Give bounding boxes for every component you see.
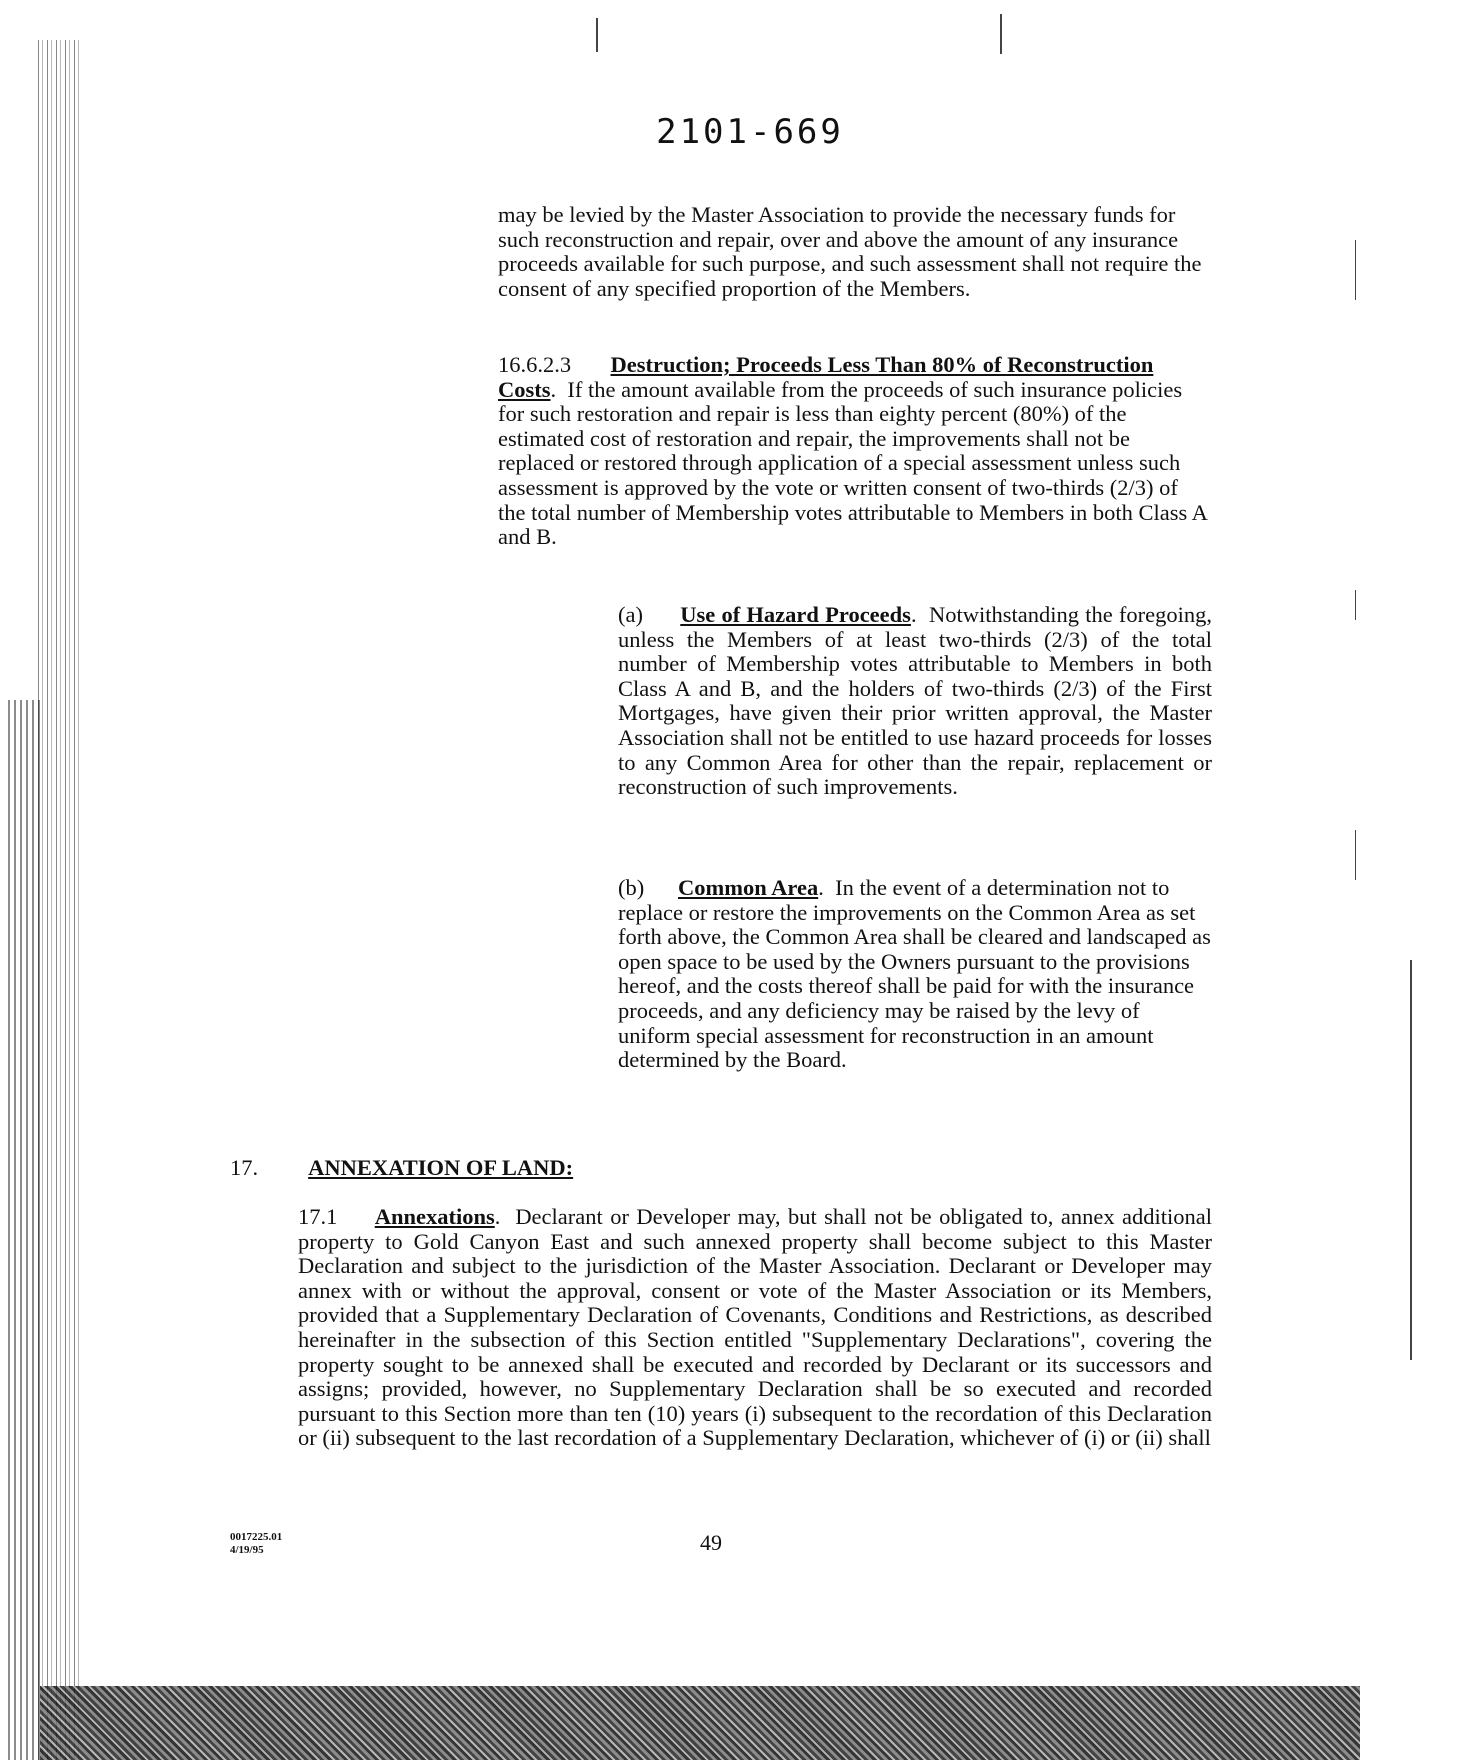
item-title: Common Area [678, 875, 819, 900]
scan-tick [1355, 240, 1356, 300]
section-number: 17.1 [298, 1204, 338, 1229]
section-number: 16.6.2.3 [498, 352, 572, 377]
section-title: ANNEXATION OF LAND: [308, 1155, 574, 1180]
item-b: (b) Common Area. In the event of a determination not to replace or restore the improvements on the Common Area as set forth above, the Common Area shall be cleared and landscaped as open space to be used by the Owners pursuant to the provisions hereof, and the costs thereof shall be paid for with the insurance proceeds, and any deficiency may be raised by the levy of uniform special assessment for reconstruction in an amount determined by the Board. [618, 875, 1211, 1073]
item-body: In the event of a determination not to replace or restore the improvements on the Common Area as set forth above, the Common Area shall be cleared and landscaped as open space to be used by the Owners pursuant to the provisions hereof, and the costs thereof shall be paid for with the insurance proceeds, and any deficiency may be raised by the levy of uniform special assessment for reconstruction in an amount determined by the Board. [618, 875, 1211, 1073]
document-number: 2101-669 [656, 112, 844, 152]
scan-edge-artifact [8, 700, 43, 1760]
footer-code-line2: 4/19/95 [230, 1544, 264, 1556]
item-label: (b) [618, 875, 645, 900]
footer-document-code [230, 1531, 282, 1557]
item-label: (a) [618, 602, 643, 627]
scan-bottom-artifact [40, 1686, 1360, 1760]
scan-tick [1355, 590, 1356, 620]
page-number: 49 [700, 1530, 722, 1555]
section-16-6-2-3: 16.6.2.3 Destruction; Proceeds Less Than 80% of Reconstruction Costs. If the amount available from the proceeds of such insurance policies for such restoration and repair is less than eighty percent (80%) of the estimated cost of restoration and repair, the improvements shall not be replaced or restored through application of a special assessment unless such assessment is approved by the vote or written consent of two-thirds (2/3) of the total number of Membership votes attributable to Members in both Class A and B. [498, 352, 1207, 550]
section-17-1: 17.1 Annexations. Declarant or Developer may, but shall not be obligated to, annex additional property to Gold Canyon East and such annexed property shall become subject to this Master Declaration and subject to the jurisdiction of the Master Association. Declarant or Developer may annex with or without the approval, consent or vote of the Master Association or its Members, provided that a Supplementary Declaration of Covenants, Conditions and Restrictions, as described hereinafter in the subsection of this Section entitled "Supplementary Declarations", covering the property sought to be annexed shall be executed and recorded by Declarant or its successors and assigns; provided, however, no Supplementary Declaration shall be so executed and recorded pursuant to this Section more than ten (10) years (i) subsequent to the recordation of this Declaration or (ii) subsequent to the last recordation of a Supplementary Declaration, whichever of (i) or (ii) shall [298, 1204, 1213, 1451]
scan-tick [1410, 960, 1412, 1360]
section-number: 17. [230, 1155, 259, 1180]
item-body: Notwithstanding the foregoing, unless the Members of at least two-thirds (2/3) of the total number of Membership votes attributable to Members in both Class A and B, and the holders of two-thirds (2/3) of the First Mortgages, have given their prior written approval, the Master Association shall not be entitled to use hazard proceeds for losses to any Common Area for other than the repair, replacement or reconstruction of such improvements. [618, 602, 1213, 800]
item-a: (a) Use of Hazard Proceeds. Notwithstanding the foregoing, unless the Members of at least two-thirds (2/3) of the total number of Membership votes attributable to Members in both Class A and B, and the holders of two-thirds (2/3) of the First Mortgages, have given their prior written approval, the Master Association shall not be entitled to use hazard proceeds for losses to any Common Area for other than the repair, replacement or reconstruction of such improvements. [618, 602, 1213, 800]
item-title: Use of Hazard Proceeds [680, 602, 911, 627]
footer-code-line1: 0017225.01 [230, 1531, 283, 1543]
section-title: Annexations [374, 1204, 495, 1229]
scan-tick [1000, 14, 1002, 54]
section-17-heading [230, 1156, 1030, 1181]
section-body: Declarant or Developer may, but shall not be obligated to, annex additional property to Gold Canyon East and such annexed property shall become subject to this Master Declaration and subject to the jurisdiction of the Master Association. Declarant or Developer may annex with or without the approval, consent or vote of the Master Association or its Members, provided that a Supplementary Declaration of Covenants, Conditions and Restrictions, as described hereinafter in the subsection of this Section entitled "Supplementary Declarations", covering the property sought to be annexed shall be executed and recorded by Declarant or its successors and assigns; provided, however, no Supplementary Declaration shall be so executed and recorded pursuant to this Section more than ten (10) years (i) subsequent to the recordation of this Declaration or (ii) subsequent to the last recordation of a Supplementary Declaration, whichever of (i) or (ii) shall [298, 1204, 1213, 1451]
scan-tick [1355, 830, 1356, 880]
section-title: Destruction; Proceeds Less Than 80% of Reconstruction Costs [498, 352, 1154, 402]
section-body: If the amount available from the proceeds of such insurance policies for such restoration and repair is less than eighty percent (80%) of the estimated cost of restoration and repair, the improvements shall not be replaced or restored through application of a special assessment unless such assessment is approved by the vote or written consent of two-thirds (2/3) of the total number of Membership votes attributable to Members in both Class A and B. [498, 376, 1207, 550]
scan-edge-artifact [38, 40, 83, 1760]
paragraph-top: may be levied by the Master Association to provide the necessary funds for such reconstruction and repair, over and above the amount of any insurance proceeds available for such purpose, and such assessment shall not require the consent of any specified proportion of the Members. [498, 202, 1202, 301]
scan-tick [596, 18, 598, 52]
